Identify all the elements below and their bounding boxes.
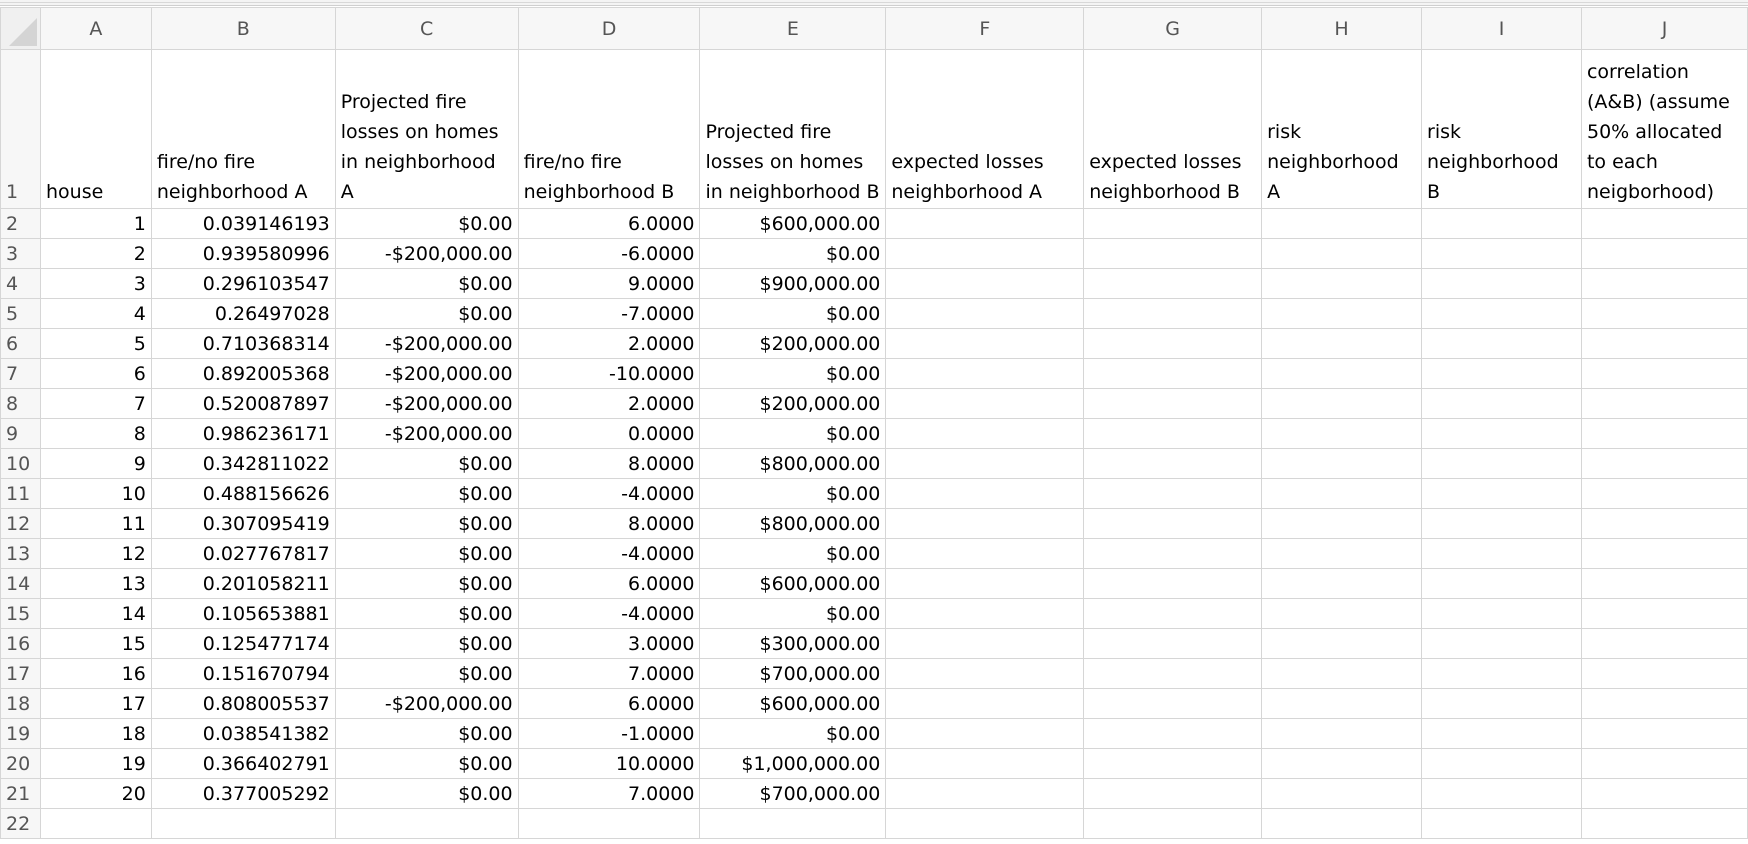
- cell-a[interactable]: 18: [40, 719, 151, 749]
- row-header[interactable]: 5: [1, 299, 41, 329]
- cell-c[interactable]: -$200,000.00: [335, 419, 518, 449]
- cell-g[interactable]: [1084, 509, 1262, 539]
- cell-i[interactable]: [1422, 209, 1582, 239]
- cell-d[interactable]: -4.0000: [518, 599, 700, 629]
- row-header[interactable]: 3: [1, 239, 41, 269]
- table-row: [1, 509, 1748, 539]
- table-row: [1, 629, 1748, 659]
- cell-g[interactable]: [1084, 809, 1262, 839]
- cell-d[interactable]: 8.0000: [518, 509, 700, 539]
- table-row: [1, 569, 1748, 599]
- column-header-b[interactable]: B: [151, 8, 335, 50]
- table-row: [1, 749, 1748, 779]
- cell-f[interactable]: [886, 509, 1084, 539]
- row-header[interactable]: 21: [1, 779, 41, 809]
- row-header[interactable]: 2: [1, 209, 41, 239]
- cell-f[interactable]: [886, 269, 1084, 299]
- cell-h[interactable]: [1262, 239, 1422, 269]
- header-cell[interactable]: Projected fire losses on homes in neighborhood B: [700, 50, 886, 209]
- cell-a[interactable]: 1: [40, 209, 151, 239]
- cell-i[interactable]: [1422, 299, 1582, 329]
- row-header[interactable]: 6: [1, 329, 41, 359]
- cell-g[interactable]: [1084, 539, 1262, 569]
- cell-h[interactable]: [1262, 419, 1422, 449]
- column-header-e[interactable]: E: [700, 8, 886, 50]
- cell-a[interactable]: 11: [40, 509, 151, 539]
- cell-e[interactable]: $200,000.00: [700, 389, 886, 419]
- cell-i[interactable]: [1422, 719, 1582, 749]
- cell-c[interactable]: -$200,000.00: [335, 329, 518, 359]
- cell-i[interactable]: [1422, 749, 1582, 779]
- header-cell[interactable]: fire/no fire neighborhood B: [518, 50, 700, 209]
- cell-e[interactable]: $900,000.00: [700, 269, 886, 299]
- cell-g[interactable]: [1084, 329, 1262, 359]
- cell-d[interactable]: -4.0000: [518, 479, 700, 509]
- cell-b[interactable]: 0.307095419: [151, 509, 335, 539]
- cell-e[interactable]: $800,000.00: [700, 509, 886, 539]
- row-header[interactable]: 10: [1, 449, 41, 479]
- table-row: [1, 449, 1748, 479]
- cell-f[interactable]: [886, 209, 1084, 239]
- cell-d[interactable]: 2.0000: [518, 389, 700, 419]
- cell-i[interactable]: [1422, 599, 1582, 629]
- cell-f[interactable]: [886, 389, 1084, 419]
- row-header[interactable]: 7: [1, 359, 41, 389]
- cell-c[interactable]: [335, 809, 518, 839]
- cell-b[interactable]: 0.151670794: [151, 659, 335, 689]
- table-row: [1, 779, 1748, 809]
- cell-i[interactable]: [1422, 419, 1582, 449]
- cell-g[interactable]: [1084, 299, 1262, 329]
- cell-f[interactable]: [886, 539, 1084, 569]
- table-row: [1, 299, 1748, 329]
- cell-e[interactable]: $700,000.00: [700, 779, 886, 809]
- cell-b[interactable]: 0.710368314: [151, 329, 335, 359]
- cell-h[interactable]: [1262, 569, 1422, 599]
- cell-b[interactable]: 0.039146193: [151, 209, 335, 239]
- cell-d[interactable]: 6.0000: [518, 209, 700, 239]
- cell-i[interactable]: [1422, 269, 1582, 299]
- cell-a[interactable]: 9: [40, 449, 151, 479]
- cell-h[interactable]: [1262, 299, 1422, 329]
- cell-a[interactable]: 20: [40, 779, 151, 809]
- cell-d[interactable]: 8.0000: [518, 449, 700, 479]
- cell-j[interactable]: [1581, 389, 1747, 419]
- cell-e[interactable]: $0.00: [700, 539, 886, 569]
- cell-h[interactable]: [1262, 779, 1422, 809]
- cell-j[interactable]: [1581, 299, 1747, 329]
- column-header-h[interactable]: H: [1262, 8, 1422, 50]
- table-row: [1, 719, 1748, 749]
- cell-h[interactable]: [1262, 719, 1422, 749]
- cell-f[interactable]: [886, 719, 1084, 749]
- cell-c[interactable]: $0.00: [335, 299, 518, 329]
- cell-f[interactable]: [886, 749, 1084, 779]
- cell-d[interactable]: 3.0000: [518, 629, 700, 659]
- cell-i[interactable]: [1422, 509, 1582, 539]
- cell-d[interactable]: 0.0000: [518, 419, 700, 449]
- column-header-row: [1, 8, 1748, 50]
- cell-c[interactable]: $0.00: [335, 449, 518, 479]
- cell-e[interactable]: $600,000.00: [700, 209, 886, 239]
- cell-b[interactable]: 0.105653881: [151, 599, 335, 629]
- table-row: [1, 269, 1748, 299]
- cell-h[interactable]: [1262, 749, 1422, 779]
- cell-g[interactable]: [1084, 569, 1262, 599]
- cell-h[interactable]: [1262, 209, 1422, 239]
- cell-d[interactable]: -4.0000: [518, 539, 700, 569]
- cell-f[interactable]: [886, 569, 1084, 599]
- cell-a[interactable]: [40, 809, 151, 839]
- cell-g[interactable]: [1084, 599, 1262, 629]
- cell-c[interactable]: $0.00: [335, 269, 518, 299]
- table-row: [1, 809, 1748, 839]
- cell-c[interactable]: $0.00: [335, 599, 518, 629]
- row-header[interactable]: 13: [1, 539, 41, 569]
- cell-a[interactable]: 19: [40, 749, 151, 779]
- cell-a[interactable]: 17: [40, 689, 151, 719]
- cell-f[interactable]: [886, 329, 1084, 359]
- row-header[interactable]: 17: [1, 659, 41, 689]
- row-header[interactable]: 19: [1, 719, 41, 749]
- cell-b[interactable]: 0.939580996: [151, 239, 335, 269]
- cell-a[interactable]: 5: [40, 329, 151, 359]
- cell-h[interactable]: [1262, 269, 1422, 299]
- cell-d[interactable]: 7.0000: [518, 659, 700, 689]
- row-header[interactable]: 8: [1, 389, 41, 419]
- cell-j[interactable]: [1581, 509, 1747, 539]
- row-header[interactable]: 18: [1, 689, 41, 719]
- cell-h[interactable]: [1262, 539, 1422, 569]
- cell-c[interactable]: $0.00: [335, 659, 518, 689]
- cell-a[interactable]: 15: [40, 629, 151, 659]
- header-cell[interactable]: risk neighborhood A: [1262, 50, 1422, 209]
- cell-e[interactable]: $0.00: [700, 599, 886, 629]
- cell-c[interactable]: $0.00: [335, 629, 518, 659]
- cell-f[interactable]: [886, 479, 1084, 509]
- cell-d[interactable]: -6.0000: [518, 239, 700, 269]
- cell-c[interactable]: -$200,000.00: [335, 239, 518, 269]
- cell-i[interactable]: [1422, 809, 1582, 839]
- cell-d[interactable]: -10.0000: [518, 359, 700, 389]
- cell-g[interactable]: [1084, 269, 1262, 299]
- select-all-corner[interactable]: [1, 8, 41, 50]
- cell-b[interactable]: 0.296103547: [151, 269, 335, 299]
- table-row: [1, 359, 1748, 389]
- cell-j[interactable]: [1581, 539, 1747, 569]
- header-cell[interactable]: house: [40, 50, 151, 209]
- column-header-g[interactable]: G: [1084, 8, 1262, 50]
- cell-e[interactable]: $200,000.00: [700, 329, 886, 359]
- row-header[interactable]: 14: [1, 569, 41, 599]
- table-row: [1, 50, 1748, 209]
- cell-b[interactable]: [151, 809, 335, 839]
- cell-f[interactable]: [886, 659, 1084, 689]
- cell-d[interactable]: -7.0000: [518, 299, 700, 329]
- cell-g[interactable]: [1084, 209, 1262, 239]
- table-row: [1, 389, 1748, 419]
- cell-e[interactable]: $700,000.00: [700, 659, 886, 689]
- cell-b[interactable]: 0.027767817: [151, 539, 335, 569]
- cell-h[interactable]: [1262, 599, 1422, 629]
- cell-e[interactable]: $0.00: [700, 479, 886, 509]
- cell-d[interactable]: 7.0000: [518, 779, 700, 809]
- cell-j[interactable]: [1581, 239, 1747, 269]
- cell-j[interactable]: [1581, 209, 1747, 239]
- header-cell[interactable]: expected losses neighborhood B: [1084, 50, 1262, 209]
- cell-j[interactable]: [1581, 359, 1747, 389]
- select-all-triangle-icon: [9, 18, 37, 46]
- table-row: [1, 239, 1748, 269]
- cell-h[interactable]: [1262, 449, 1422, 479]
- cell-g[interactable]: [1084, 719, 1262, 749]
- cell-i[interactable]: [1422, 659, 1582, 689]
- cell-g[interactable]: [1084, 359, 1262, 389]
- table-row: [1, 419, 1748, 449]
- cell-j[interactable]: [1581, 749, 1747, 779]
- cell-j[interactable]: [1581, 719, 1747, 749]
- cell-e[interactable]: $0.00: [700, 359, 886, 389]
- cell-b[interactable]: 0.038541382: [151, 719, 335, 749]
- column-header-j[interactable]: J: [1581, 8, 1747, 50]
- table-row: [1, 689, 1748, 719]
- cell-d[interactable]: 2.0000: [518, 329, 700, 359]
- cell-j[interactable]: [1581, 479, 1747, 509]
- cell-c[interactable]: $0.00: [335, 779, 518, 809]
- cell-b[interactable]: 0.377005292: [151, 779, 335, 809]
- header-cell[interactable]: fire/no fire neighborhood A: [151, 50, 335, 209]
- cell-h[interactable]: [1262, 389, 1422, 419]
- cell-g[interactable]: [1084, 449, 1262, 479]
- cell-j[interactable]: [1581, 779, 1747, 809]
- cell-b[interactable]: 0.892005368: [151, 359, 335, 389]
- column-header-a[interactable]: A: [40, 8, 151, 50]
- cell-c[interactable]: $0.00: [335, 479, 518, 509]
- cell-j[interactable]: [1581, 599, 1747, 629]
- cell-e[interactable]: $600,000.00: [700, 569, 886, 599]
- cell-g[interactable]: [1084, 749, 1262, 779]
- row-header[interactable]: 22: [1, 809, 41, 839]
- cell-j[interactable]: [1581, 629, 1747, 659]
- cell-c[interactable]: $0.00: [335, 569, 518, 599]
- cell-i[interactable]: [1422, 689, 1582, 719]
- cell-f[interactable]: [886, 779, 1084, 809]
- cell-g[interactable]: [1084, 629, 1262, 659]
- column-header-i[interactable]: I: [1422, 8, 1582, 50]
- table-row: [1, 539, 1748, 569]
- cell-i[interactable]: [1422, 779, 1582, 809]
- cell-i[interactable]: [1422, 239, 1582, 269]
- cell-g[interactable]: [1084, 389, 1262, 419]
- cell-a[interactable]: 2: [40, 239, 151, 269]
- cell-b[interactable]: 0.342811022: [151, 449, 335, 479]
- cell-c[interactable]: -$200,000.00: [335, 359, 518, 389]
- cell-g[interactable]: [1084, 419, 1262, 449]
- cell-f[interactable]: [886, 809, 1084, 839]
- cell-b[interactable]: 0.366402791: [151, 749, 335, 779]
- cell-c[interactable]: $0.00: [335, 719, 518, 749]
- row-header[interactable]: 11: [1, 479, 41, 509]
- cell-j[interactable]: [1581, 659, 1747, 689]
- cell-g[interactable]: [1084, 779, 1262, 809]
- cell-b[interactable]: 0.488156626: [151, 479, 335, 509]
- cell-h[interactable]: [1262, 329, 1422, 359]
- cell-a[interactable]: 8: [40, 419, 151, 449]
- cell-b[interactable]: 0.986236171: [151, 419, 335, 449]
- row-header[interactable]: 16: [1, 629, 41, 659]
- cell-d[interactable]: 9.0000: [518, 269, 700, 299]
- cell-i[interactable]: [1422, 479, 1582, 509]
- cell-a[interactable]: 14: [40, 599, 151, 629]
- cell-h[interactable]: [1262, 659, 1422, 689]
- cell-f[interactable]: [886, 419, 1084, 449]
- cell-c[interactable]: -$200,000.00: [335, 689, 518, 719]
- row-header[interactable]: 12: [1, 509, 41, 539]
- cell-f[interactable]: [886, 629, 1084, 659]
- cell-e[interactable]: $1,000,000.00: [700, 749, 886, 779]
- header-cell[interactable]: Projected fire losses on homes in neighborhood A: [335, 50, 518, 209]
- row-header[interactable]: 15: [1, 599, 41, 629]
- cell-b[interactable]: 0.520087897: [151, 389, 335, 419]
- cell-a[interactable]: 10: [40, 479, 151, 509]
- cell-d[interactable]: [518, 809, 700, 839]
- cell-e[interactable]: $0.00: [700, 719, 886, 749]
- cell-e[interactable]: $0.00: [700, 239, 886, 269]
- header-cell[interactable]: expected losses neighborhood A: [886, 50, 1084, 209]
- cell-i[interactable]: [1422, 359, 1582, 389]
- table-row: [1, 329, 1748, 359]
- cell-f[interactable]: [886, 449, 1084, 479]
- row-header[interactable]: 20: [1, 749, 41, 779]
- cell-f[interactable]: [886, 299, 1084, 329]
- cell-a[interactable]: 7: [40, 389, 151, 419]
- cell-e[interactable]: $0.00: [700, 299, 886, 329]
- cell-a[interactable]: 3: [40, 269, 151, 299]
- cell-c[interactable]: $0.00: [335, 749, 518, 779]
- spreadsheet-grid: [0, 7, 1748, 839]
- cell-h[interactable]: [1262, 809, 1422, 839]
- cell-h[interactable]: [1262, 359, 1422, 389]
- cell-h[interactable]: [1262, 689, 1422, 719]
- cell-b[interactable]: 0.808005537: [151, 689, 335, 719]
- cell-b[interactable]: 0.26497028: [151, 299, 335, 329]
- cell-b[interactable]: 0.201058211: [151, 569, 335, 599]
- cell-j[interactable]: [1581, 809, 1747, 839]
- cell-c[interactable]: $0.00: [335, 539, 518, 569]
- cell-i[interactable]: [1422, 389, 1582, 419]
- row-header[interactable]: 1: [1, 50, 41, 209]
- cell-e[interactable]: $0.00: [700, 419, 886, 449]
- cell-j[interactable]: [1581, 569, 1747, 599]
- cell-f[interactable]: [886, 599, 1084, 629]
- cell-h[interactable]: [1262, 509, 1422, 539]
- cell-i[interactable]: [1422, 449, 1582, 479]
- cell-g[interactable]: [1084, 239, 1262, 269]
- cell-c[interactable]: -$200,000.00: [335, 389, 518, 419]
- cell-i[interactable]: [1422, 629, 1582, 659]
- table-row: [1, 479, 1748, 509]
- table-row: [1, 209, 1748, 239]
- cell-e[interactable]: $600,000.00: [700, 689, 886, 719]
- cell-h[interactable]: [1262, 479, 1422, 509]
- table-row: [1, 599, 1748, 629]
- header-cell[interactable]: correlation (A&B) (assume 50% allocated to each neigborhood): [1581, 50, 1747, 209]
- row-header[interactable]: 9: [1, 419, 41, 449]
- table-row: [1, 659, 1748, 689]
- window-top-edge: [0, 0, 1748, 6]
- cell-e[interactable]: [700, 809, 886, 839]
- cell-j[interactable]: [1581, 419, 1747, 449]
- cell-d[interactable]: 6.0000: [518, 569, 700, 599]
- cell-d[interactable]: 6.0000: [518, 689, 700, 719]
- cell-i[interactable]: [1422, 329, 1582, 359]
- cell-a[interactable]: 4: [40, 299, 151, 329]
- cell-c[interactable]: $0.00: [335, 509, 518, 539]
- cell-j[interactable]: [1581, 269, 1747, 299]
- cell-f[interactable]: [886, 239, 1084, 269]
- cell-a[interactable]: 12: [40, 539, 151, 569]
- row-header[interactable]: 4: [1, 269, 41, 299]
- cell-j[interactable]: [1581, 449, 1747, 479]
- cell-j[interactable]: [1581, 689, 1747, 719]
- cell-d[interactable]: -1.0000: [518, 719, 700, 749]
- cell-a[interactable]: 13: [40, 569, 151, 599]
- cell-g[interactable]: [1084, 479, 1262, 509]
- cell-a[interactable]: 16: [40, 659, 151, 689]
- column-header-c[interactable]: C: [335, 8, 518, 50]
- cell-e[interactable]: $300,000.00: [700, 629, 886, 659]
- cell-g[interactable]: [1084, 659, 1262, 689]
- cell-f[interactable]: [886, 689, 1084, 719]
- header-cell[interactable]: risk neighborhood B: [1422, 50, 1582, 209]
- cell-j[interactable]: [1581, 329, 1747, 359]
- cell-e[interactable]: $800,000.00: [700, 449, 886, 479]
- cell-i[interactable]: [1422, 539, 1582, 569]
- cell-a[interactable]: 6: [40, 359, 151, 389]
- column-header-f[interactable]: F: [886, 8, 1084, 50]
- cell-b[interactable]: 0.125477174: [151, 629, 335, 659]
- cell-d[interactable]: 10.0000: [518, 749, 700, 779]
- cell-h[interactable]: [1262, 629, 1422, 659]
- cell-i[interactable]: [1422, 569, 1582, 599]
- cell-c[interactable]: $0.00: [335, 209, 518, 239]
- cell-g[interactable]: [1084, 689, 1262, 719]
- column-header-d[interactable]: D: [518, 8, 700, 50]
- cell-f[interactable]: [886, 359, 1084, 389]
